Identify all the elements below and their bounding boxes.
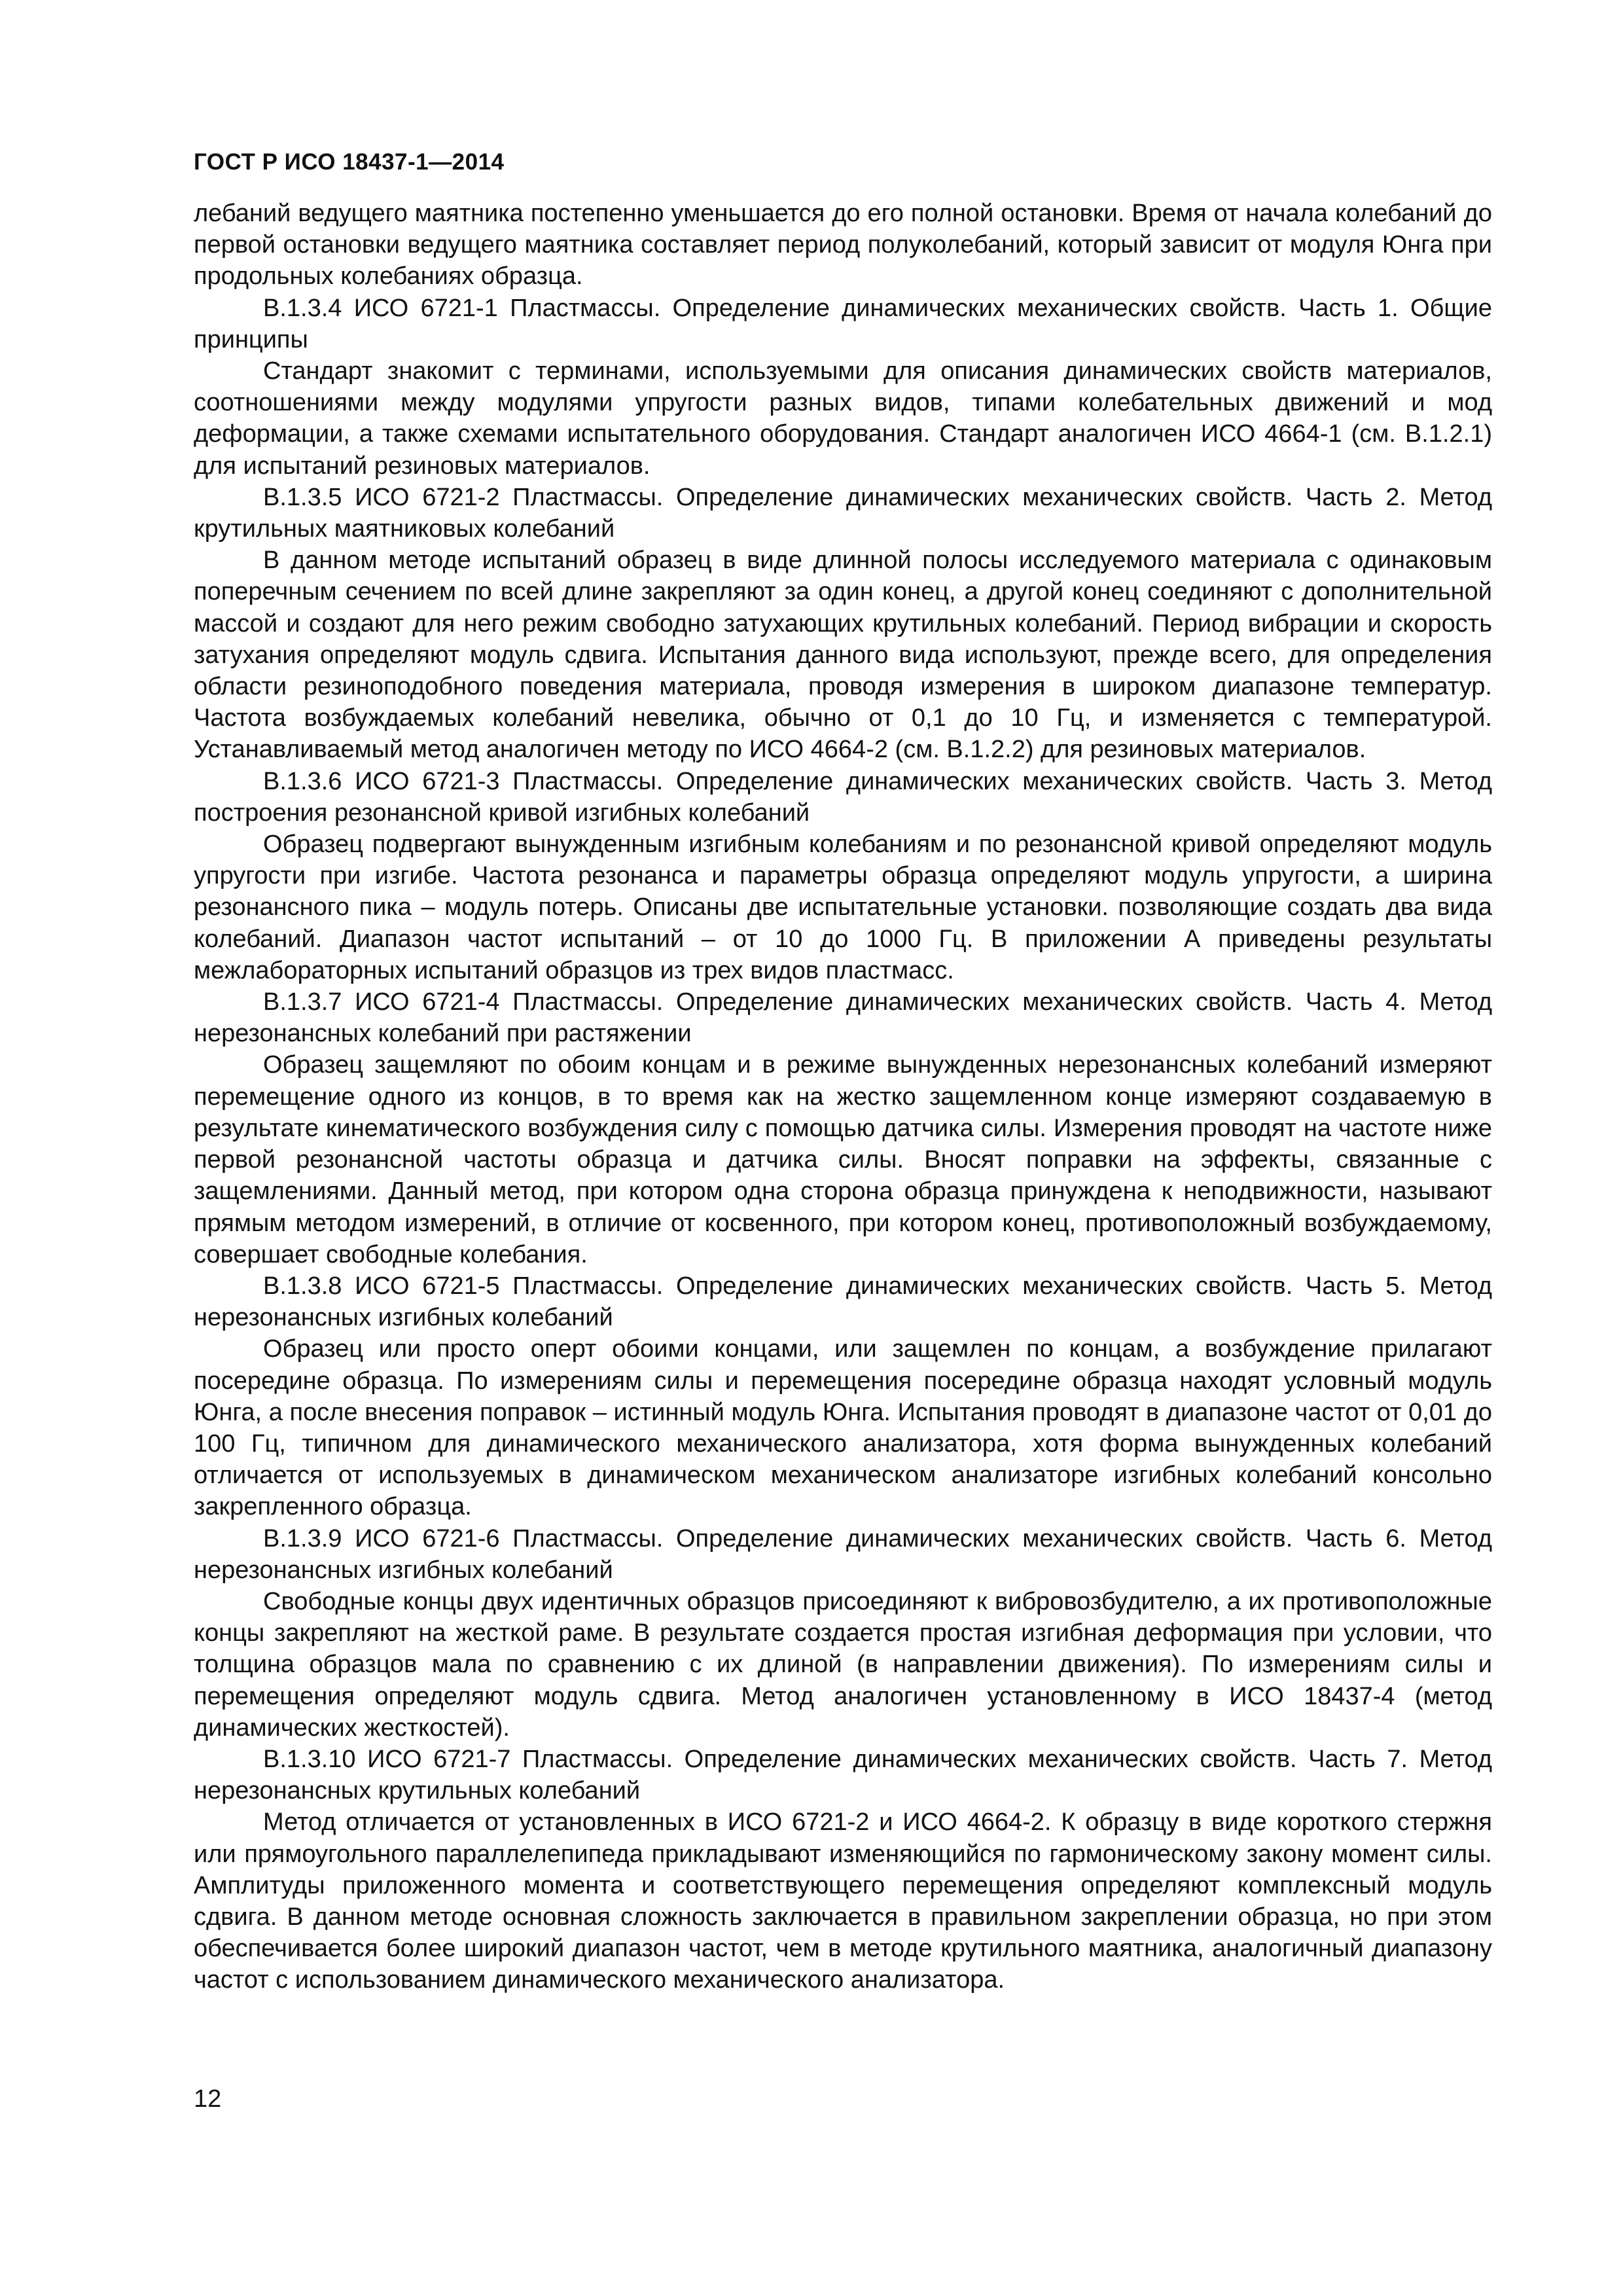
paragraph: Образец или просто оперт обоими концами, или защемлен по концам, а возбуждение прилагают посередине образца. По измерениям силы и перемещения посередине образца находят условный модуль Юнга, а после внесения поправок – истинный модуль Юнга. Испытания проводят в диапазоне частот от 0,01 до 100 Гц, типичном для динамического механического анализатора, хотя форма вынужденных колебаний отличается от используемых в динамическом механическом анализаторе изгибных колебаний консольно закрепленного образца. <box>194 1335 1492 1521</box>
document-header: ГОСТ Р ИСО 18437-1—2014 <box>194 149 505 175</box>
paragraph-continuation: лебаний ведущего маятника постепенно уменьшается до его полной остановки. Время от начала колебаний до первой остановки ведущего маятника составляет период полуколебаний, который зависит от модуля Юнга при продольных колебаниях образца. <box>194 200 1492 291</box>
section-heading-b136: В.1.3.6 ИСО 6721-3 Пластмассы. Определение динамических механических свойств. Часть 3. Метод построения резонансной кривой изгибных колебаний <box>194 767 1492 827</box>
section-heading-b134: В.1.3.4 ИСО 6721-1 Пластмассы. Определение динамических механических свойств. Часть 1. Общие принципы <box>194 294 1492 353</box>
paragraph: В данном методе испытаний образец в виде длинной полосы исследуемого материала с одинаковым поперечным сечением по всей длине закрепляют за один конец, а другой конец соединяют с дополнительной массой и создают для него режим свободно затухающих крутильных колебаний. Период вибрации и скорость затухания определяют модуль сдвига. Испытания данного вида используют, прежде всего, для определения области резиноподобного поведения материала, проводя измерения в широком диапазоне температур. Частота возбуждаемых колебаний невелика, обычно от 0,1 до 10 Гц, и изменяется с температурой. Устанавливаемый метод аналогичен методу по ИСО 4664-2 (см. В.1.2.2) для резиновых материалов. <box>194 547 1492 764</box>
paragraph: Метод отличается от установленных в ИСО 6721-2 и ИСО 4664-2. К образцу в виде короткого стержня или прямоугольного параллелепипеда прикладывают изменяющийся по гармоническому закону момент силы. Амплитуды приложенного момента и соответствующего перемещения определяют комплексный модуль сдвига. В данном методе основная сложность заключается в правильном закреплении образца, но при этом обеспечивается более широкий диапазон частот, чем в методе крутильного маятника, аналогичный диапазону частот с использованием динамического механического анализатора. <box>194 1808 1492 1994</box>
page-number: 12 <box>194 2085 222 2113</box>
section-heading-b1310: В.1.3.10 ИСО 6721-7 Пластмассы. Определение динамических механических свойств. Часть 7. Метод нерезонансных крутильных колебаний <box>194 1745 1492 1805</box>
paragraph: Стандарт знакомит с терминами, используемыми для описания динамических свойств материалов, соотношениями между модулями упругости разных видов, типами колебательных движений и мод деформации, а также схемами испытательного оборудования. Стандарт аналогичен ИСО 4664-1 (см. В.1.2.1) для испытаний резиновых материалов. <box>194 357 1492 480</box>
document-body <box>194 198 1492 1996</box>
section-heading-b139: В.1.3.9 ИСО 6721-6 Пластмассы. Определение динамических механических свойств. Часть 6. Метод нерезонансных изгибных колебаний <box>194 1524 1492 1584</box>
paragraph: Образец подвергают вынужденным изгибным колебаниям и по резонансной кривой определяют модуль упругости при изгибе. Частота резонанса и параметры образца определяют модуль упругости, а ширина резонансного пика – модуль потерь. Описаны две испытательные установки. позволяющие создать два вида колебаний. Диапазон частот испытаний – от 10 до 1000 Гц. В приложении А приведены результаты межлабораторных испытаний образцов из трех видов пластмасс. <box>194 831 1492 984</box>
section-heading-b138: В.1.3.8 ИСО 6721-5 Пластмассы. Определение динамических механических свойств. Часть 5. Метод нерезонансных изгибных колебаний <box>194 1272 1492 1332</box>
paragraph: Свободные концы двух идентичных образцов присоединяют к вибровозбудителю, а их противоположные концы закрепляют на жесткой раме. В результате создается простая изгибная деформация при условии, что толщина образцов мала по сравнению с их длиной (в направлении движения). По измерениям силы и перемещения определяют модуль сдвига. Метод аналогичен установленному в ИСО 18437-4 (метод динамических жесткостей). <box>194 1587 1492 1742</box>
paragraph: Образец защемляют по обоим концам и в режиме вынужденных нерезонансных колебаний измеряют перемещение одного из концов, в то время как на жестко защемленном конце измеряют создаваемую в результате кинематического возбуждения силу с помощью датчика силы. Измерения проводят на частоте ниже первой резонансной частоты образца и датчика силы. Вносят поправки на эффекты, связанные с защемлениями. Данный метод, при котором одна сторона образца принуждена к неподвижности, называют прямым методом измерений, в отличие от косвенного, при котором конец, противоположный возбуждаемому, совершает свободные колебания. <box>194 1051 1492 1268</box>
section-heading-b137: В.1.3.7 ИСО 6721-4 Пластмассы. Определение динамических механических свойств. Часть 4. Метод нерезонансных колебаний при растяжении <box>194 988 1492 1048</box>
section-heading-b135: В.1.3.5 ИСО 6721-2 Пластмассы. Определение динамических механических свойств. Часть 2. Метод крутильных маятниковых колебаний <box>194 483 1492 543</box>
